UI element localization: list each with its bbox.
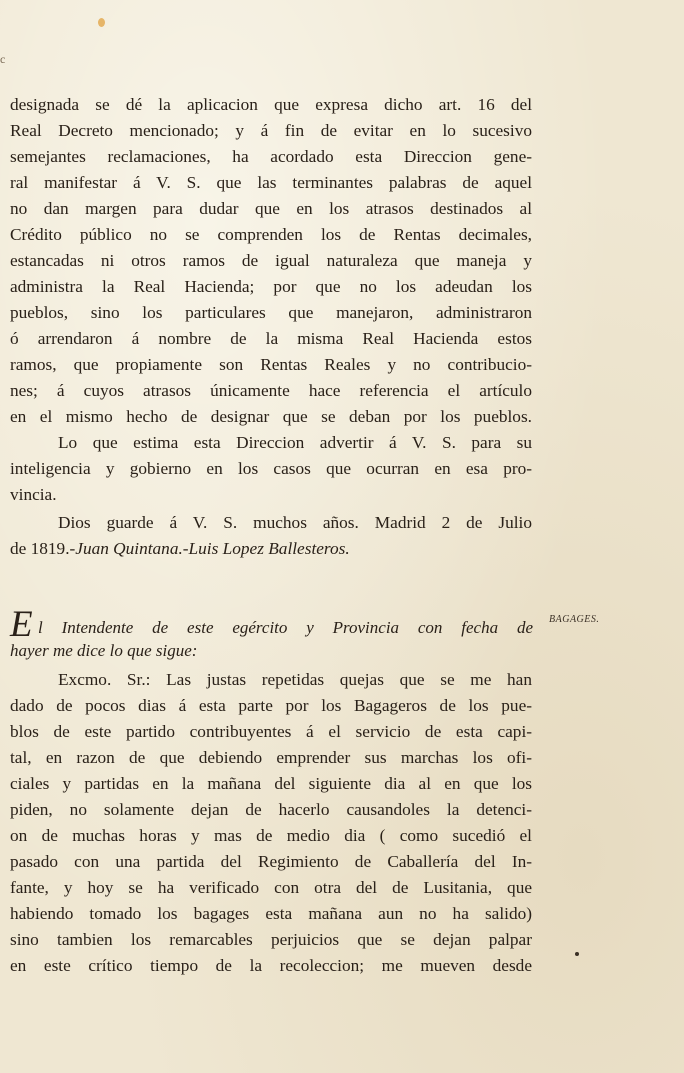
text-line: Dios guarde á V. S. muchos años. Madrid 2 de Julio xyxy=(58,513,532,532)
text-line: nes; á cuyos atrasos únicamente hace referencia el artículo xyxy=(10,381,532,400)
ink-dot xyxy=(575,952,579,956)
text-line: sino tambien los remarcables perjuicios que se dejan palpar xyxy=(10,930,532,949)
text-line: Real Decreto mencionado; y á fin de evitar en lo sucesivo xyxy=(10,121,532,140)
margin-mark: c xyxy=(0,52,6,66)
signature-line xyxy=(10,539,532,559)
text-line: habiendo tomado los bagages esta mañana aun no ha salido) xyxy=(10,904,532,923)
text-line: estancadas ni otros ramos de igual naturaleza que maneja y xyxy=(10,251,532,270)
text-line: piden, no solamente dejan de hacerlo causandoles la detenci- xyxy=(10,800,532,819)
text-line: vincia. xyxy=(10,485,57,504)
text-line: Excmo. Sr.: Las justas repetidas quejas que se me han xyxy=(58,670,532,689)
text-line: pasado con una partida del Regimiento de Caballería del In- xyxy=(10,852,532,871)
date-text: de 1819. xyxy=(10,539,70,558)
signatures-text: -Juan Quintana.-Luis Lopez Ballesteros. xyxy=(69,539,350,558)
text-line: ciales y partidas en la mañana del siguiente dia al en que los xyxy=(10,774,532,793)
text-line: administra la Real Hacienda; por que no los adeudan los xyxy=(10,277,532,296)
text-line: ral manifestar á V. S. que las terminantes palabras de aquel xyxy=(10,173,532,192)
text-line: semejantes reclamaciones, ha acordado esta Direccion gene- xyxy=(10,147,532,166)
text-line: en el mismo hecho de designar que se deban por los pueblos. xyxy=(10,407,532,426)
intro-line-1: l Intendente de este egército y Provincia con fecha de xyxy=(38,618,533,637)
drop-cap: E xyxy=(10,604,33,645)
text-line: inteligencia y gobierno en los casos que ocurran en esa pro- xyxy=(10,459,532,478)
text-line: pueblos, sino los particulares que manejaron, administraron xyxy=(10,303,532,322)
text-line: tal, en razon de que debiendo emprender sus marchas los ofi- xyxy=(10,748,532,767)
margin-note: BAGAGES. xyxy=(549,614,600,625)
text-line: dado de pocos dias á esta parte por los Bagageros de los pue- xyxy=(10,696,532,715)
text-line: en este crítico tiempo de la recoleccion; me mueven desde xyxy=(10,956,532,975)
ink-stain xyxy=(98,18,105,27)
text-line: ó arrendaron á nombre de la misma Real Hacienda estos xyxy=(10,329,532,348)
text-line: designada se dé la aplicacion que expresa dicho art. 16 del xyxy=(10,95,532,114)
text-line: Crédito público no se comprenden los de Rentas decimales, xyxy=(10,225,532,244)
text-line: Lo que estima esta Direccion advertir á V. S. para su xyxy=(58,433,532,452)
intro-line-2: hayer me dice lo que sigue: xyxy=(10,641,198,660)
text-line: fante, y hoy se ha verificado con otra del de Lusitania, que xyxy=(10,878,532,897)
text-line: blos de este partido contribuyentes á el servicio de esta capi- xyxy=(10,722,532,741)
text-line: on de muchas horas y mas de medio dia ( como sucedió el xyxy=(10,826,532,845)
text-line: ramos, que propiamente son Rentas Reales y no contribucio- xyxy=(10,355,532,374)
text-line: no dan margen para dudar que en los atrasos destinados al xyxy=(10,199,532,218)
